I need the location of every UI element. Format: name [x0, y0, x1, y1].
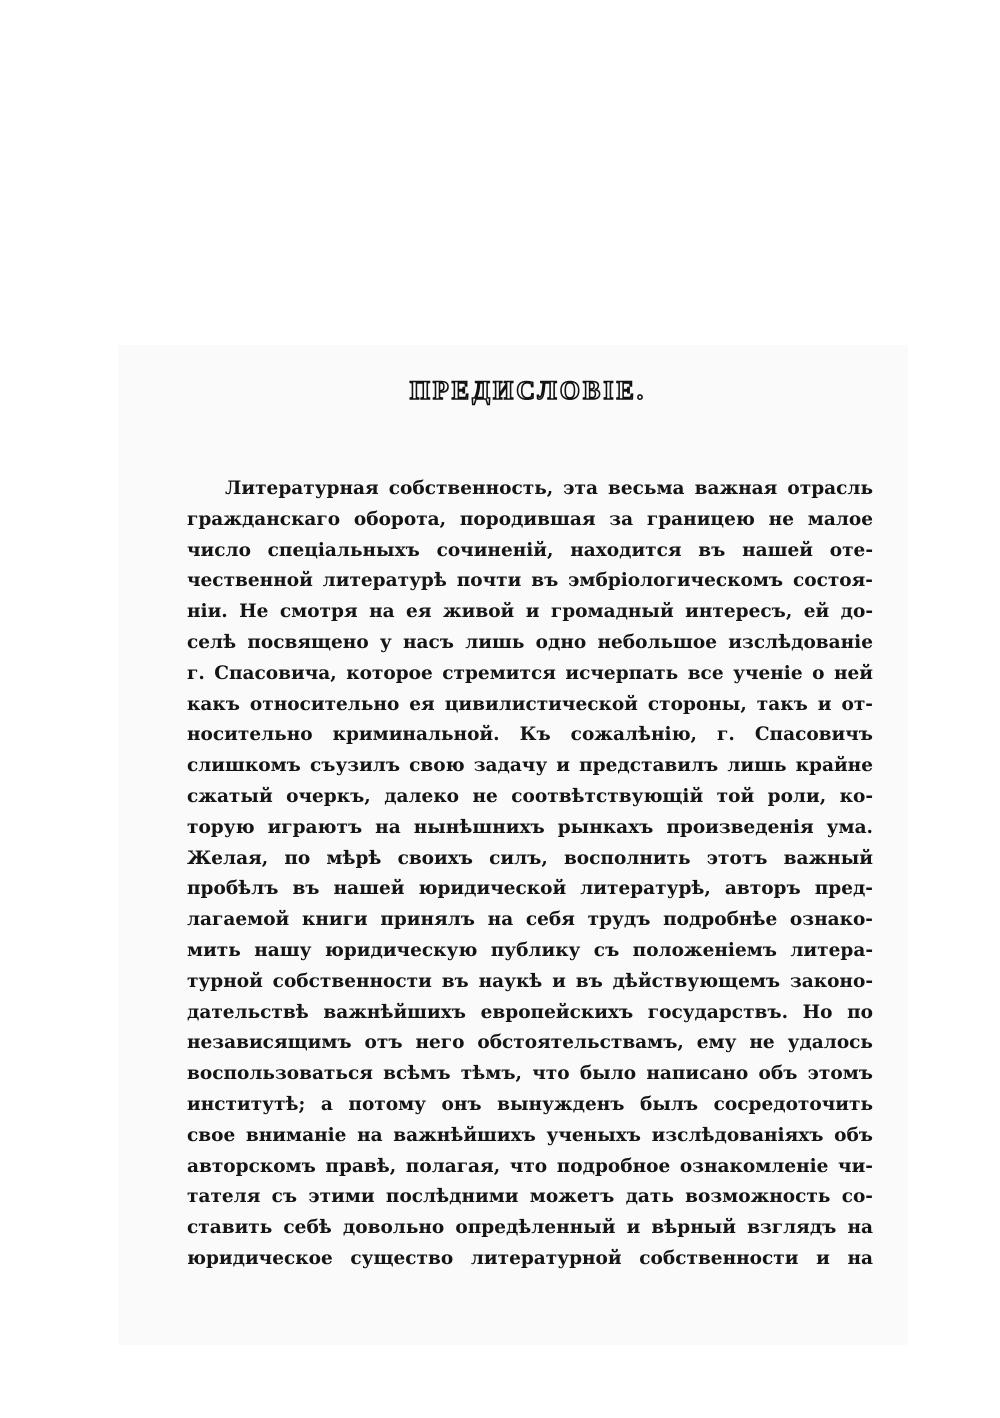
- text-line: какъ относительно ея цивилистической стороны, такъ и от-: [187, 693, 873, 715]
- text-line: свое вниманіе на важнѣйшихъ ученыхъ изслѣдованіяхъ объ: [187, 1124, 873, 1146]
- text-line: юридическое существо литературной собственности и на: [187, 1247, 873, 1269]
- text-line: Желая, по мѣрѣ своихъ силъ, восполнить этотъ важный: [187, 847, 873, 869]
- text-line: воспользоваться всѣмъ тѣмъ, что было написано объ этомъ: [187, 1063, 873, 1085]
- text-line: Литературная собственность, эта весьма важная отрасль: [225, 478, 873, 499]
- text-line: турной собственности въ наукѣ и въ дѣйствующемъ законо-: [187, 970, 873, 992]
- text-line: ніи. Не смотря на ея живой и громадный интересъ, ей до-: [187, 601, 873, 623]
- text-line: слишкомъ съузилъ свою задачу и представилъ лишь крайне: [187, 755, 873, 777]
- text-line: авторскомъ правѣ, полагая, что подробное ознакомленіе чи-: [187, 1155, 873, 1177]
- text-line: мить нашу юридическую публику съ положеніемъ литера-: [187, 939, 873, 961]
- body-text: [187, 474, 873, 1275]
- text-line: селѣ посвящено у насъ лишь одно небольшое изслѣдованіе: [187, 631, 873, 653]
- text-line: гражданскаго оборота, породившая за границею не малое: [187, 508, 873, 530]
- text-line: торую играютъ на нынѣшнихъ рынкахъ произведенія ума.: [187, 816, 873, 838]
- text-line: число спеціальныхъ сочиненій, находится въ нашей оте-: [187, 539, 873, 561]
- text-line: лагаемой книги принялъ на себя трудъ подробнѣе ознако-: [187, 909, 873, 931]
- text-line: ставить себѣ довольно опредѣленный и вѣрный взглядъ на: [187, 1217, 873, 1239]
- text-line: носительно криминальной. Къ сожалѣнію, г. Спасовичъ: [187, 724, 873, 746]
- text-line: пробѣлъ въ нашей юридической литературѣ, авторъ пред-: [187, 878, 873, 900]
- text-line: чественной литературѣ почти въ эмбріологическомъ состоя-: [187, 570, 873, 592]
- text-line: институтѣ; а потому онъ вынужденъ былъ сосредоточить: [187, 1093, 873, 1115]
- text-line: независящимъ отъ него обстоятельствамъ, ему не удалось: [187, 1032, 873, 1054]
- page-heading: ПРЕДИСЛОВІЕ.: [409, 376, 647, 405]
- text-line: сжатый очеркъ, далеко не соотвѣтствующій той роли, ко-: [187, 785, 873, 807]
- text-line: г. Спасовича, которое стремится исчерпать все ученіе о ней: [187, 662, 873, 684]
- text-line: дательствѣ важнѣйшихъ европейскихъ государствъ. Но по: [187, 1001, 873, 1023]
- text-line: тателя съ этими послѣдними можетъ дать возможность со-: [187, 1186, 873, 1208]
